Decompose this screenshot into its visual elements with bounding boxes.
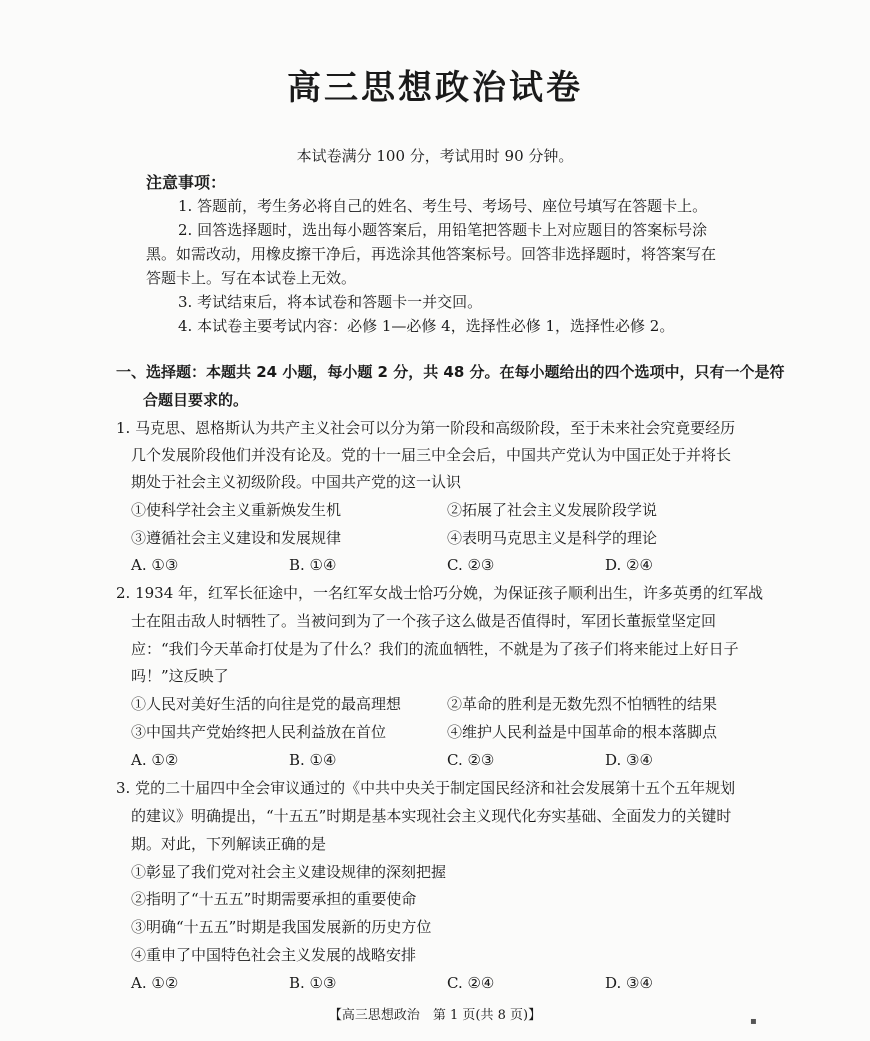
- page-title: 高三思想政治试卷: [287, 68, 583, 108]
- question-1-text: 期处于社会主义初级阶段。中国共产党的这一认识: [131, 473, 462, 491]
- note-line: 答题卡上。写在本试卷上无效。: [146, 269, 357, 287]
- question-2-text: 2. 1934 年，红军长征途中，一名红军女战士恰巧分娩，为保证孩子顺利出生，许多英勇的红军战: [116, 584, 764, 602]
- note-line: 2. 回答选择题时，选出每小题答案后，用铅笔把答题卡上对应题目的答案标号涂: [178, 221, 708, 239]
- q1-choice-c: C. ②③: [447, 556, 495, 574]
- exam-subtitle: 本试卷满分 100 分，考试用时 90 分钟。: [296, 147, 574, 165]
- q2-choice-d: D. ③④: [605, 751, 653, 769]
- note-line: 1. 答题前，考生务必将自己的姓名、考生号、考场号、座位号填写在答题卡上。: [178, 197, 708, 215]
- q3-choice-b: B. ①③: [289, 974, 337, 992]
- q3-statement-1: ①彰显了我们党对社会主义建设规律的深刻把握: [131, 863, 447, 881]
- q2-statement-4: ④维护人民利益是中国革命的根本落脚点: [447, 723, 718, 741]
- q1-choice-d: D. ②④: [605, 556, 653, 574]
- page-footer: 【高三思想政治 第 1 页(共 8 页)】: [328, 1008, 542, 1023]
- q1-statement-3: ③遵循社会主义建设和发展规律: [131, 529, 342, 547]
- note-line: 黑。如需改动，用橡皮擦干净后，再选涂其他答案标号。回答非选择题时，将答案写在: [146, 245, 717, 263]
- question-2-text: 应：“我们今天革命打仗是为了什么？我们的流血牺牲，不就是为了孩子们将来能过上好日子: [131, 640, 739, 658]
- question-1-text: 几个发展阶段他们并没有论及。党的十一届三中全会后，中国共产党认为中国正处于并将长: [131, 446, 732, 464]
- q1-statement-2: ②拓展了社会主义发展阶段学说: [447, 501, 658, 519]
- q2-statement-2: ②革命的胜利是无数先烈不怕牺牲的结果: [447, 695, 718, 713]
- question-3-text: 3. 党的二十届四中全会审议通过的《中共中央关于制定国民经济和社会发展第十五个五年规划: [116, 779, 736, 797]
- q2-choice-a: A. ①②: [131, 751, 179, 769]
- q3-choice-d: D. ③④: [605, 974, 653, 992]
- q3-choice-c: C. ②④: [447, 974, 495, 992]
- q3-choice-a: A. ①②: [131, 974, 179, 992]
- section-heading-cont: 合题目要求的。: [143, 391, 249, 409]
- question-2-text: 士在阻击敌人时牺牲了。当被问到为了一个孩子这么做是否值得时，军团长董振堂坚定回: [131, 612, 717, 630]
- q2-choice-c: C. ②③: [447, 751, 495, 769]
- question-2-text: 吗！”这反映了: [131, 667, 229, 685]
- section-heading: 一、选择题：本题共 24 小题，每小题 2 分，共 48 分。在每小题给出的四个选项中，只有一个是符: [116, 363, 785, 381]
- q2-choice-b: B. ①④: [289, 751, 337, 769]
- q1-choice-b: B. ①④: [289, 556, 337, 574]
- q2-statement-3: ③中国共产党始终把人民利益放在首位: [131, 723, 387, 741]
- note-line: 4. 本试卷主要考试内容：必修 1—必修 4，选择性必修 1，选择性必修 2。: [178, 317, 675, 335]
- q1-choice-a: A. ①③: [131, 556, 179, 574]
- note-line: 3. 考试结束后，将本试卷和答题卡一并交回。: [178, 293, 483, 311]
- q1-statement-4: ④表明马克思主义是科学的理论: [447, 529, 658, 547]
- scan-mark: ▪: [750, 1016, 757, 1027]
- q3-statement-2: ②指明了“十五五”时期需要承担的重要使命: [131, 890, 417, 908]
- q1-statement-1: ①使科学社会主义重新焕发生机: [131, 501, 342, 519]
- q3-statement-4: ④重申了中国特色社会主义发展的战略安排: [131, 946, 417, 964]
- q3-statement-3: ③明确“十五五”时期是我国发展新的历史方位: [131, 918, 432, 936]
- question-1-text: 1. 马克思、恩格斯认为共产主义社会可以分为第一阶段和高级阶段，至于未来社会究竟要经历: [116, 419, 736, 437]
- notes-heading: 注意事项：: [146, 173, 227, 192]
- question-3-text: 期。对此，下列解读正确的是: [131, 835, 327, 853]
- q2-statement-1: ①人民对美好生活的向往是党的最高理想: [131, 695, 402, 713]
- question-3-text: 的建议》明确提出，“十五五”时期是基本实现社会主义现代化夯实基础、全面发力的关键时: [131, 807, 732, 825]
